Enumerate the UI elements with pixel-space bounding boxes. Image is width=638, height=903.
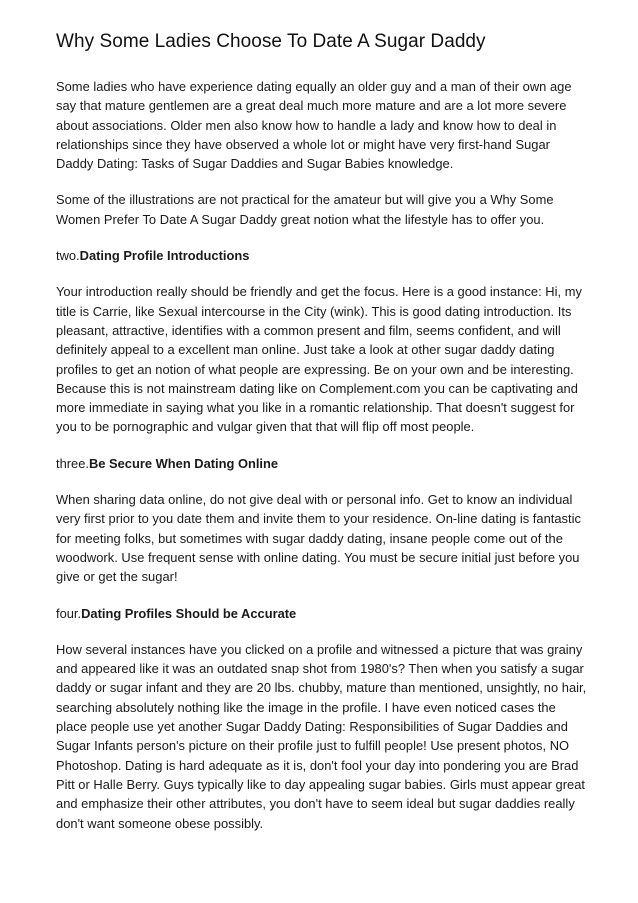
intro-paragraph-1: Some ladies who have experience dating equally an older guy and a man of their own age say that mature gentlemen are a great deal much more mature and are a lot more severe about associations. Older men also know how to handle a lady and know how to deal in relationships since they have observed a whole lot or might have very first-hand Sugar Daddy Dating: Tasks of Sugar Daddies and Sugar Babies knowledge. [56,79,572,172]
section-body-two: Your introduction really should be friendly and get the focus. Here is a good instance: Hi, my title is Carrie, like Sexual intercourse in the City (wink). This is good dating introduction. Its pleasant, attractive, identifies with a common present and film, seems confident, and will definitely appeal to a excellent man online. Just take a look at other sugar daddy dating profiles to get an notion of what people are expressing. Be on your own and be interesting. Because this is not mainstream dating like on Complement.com you can be captivating and more immediate in saying what you like in a romantic relationship. That doesn't suggest for you to be pornographic and vulgar given that that will flip off most people. [56,284,582,435]
section-heading-three [56,454,588,473]
section-heading-text: Dating Profile Introductions [79,248,250,264]
section-body-three: When sharing data online, do not give deal with or personal info. Get to know an individual very first prior to you date them and invite them to your residence. On-line dating is fantastic for meeting folks, but sometimes with sugar daddy dating, insane people come out of the woodwork. Use frequent sense with online dating. You must be secure initial just before you give or get the sugar! [56,492,581,585]
section-number: four. [56,605,82,621]
section-number: three. [56,455,89,471]
intro-paragraph-2: Some of the illustrations are not practical for the amateur but will give you a Why Some Women Prefer To Date A Sugar Daddy great notion what the lifestyle has to offer you. [56,192,554,227]
page-title: Why Some Ladies Choose To Date A Sugar Daddy [56,31,486,52]
section-heading-four [56,604,588,623]
section-heading-text: Dating Profiles Should be Accurate [81,605,297,621]
section-heading-text: Be Secure When Dating Online [88,455,279,471]
section-number: two. [56,248,80,264]
section-heading-two [56,246,588,265]
section-body-four: How several instances have you clicked on a profile and witnessed a picture that was grainy and appeared like it was an outdated snap shot from 1980's? Then when you satisfy a sugar daddy or sugar infant and they are 20 lbs. chubby, mature than mentioned, unsightly, no hair, searching absolutely nothing like the image in the profile. I have even noticed cases the place people use yet another Sugar Daddy Dating: Responsibilities of Sugar Daddies and Sugar Infants person's picture on their profile just to fulfill people! Use present photos, NO Photoshop. Dating is hard adequate as it is, don't fool your day into pondering you are Brad Pitt or Halle Berry. Guys typically like to day appealing sugar babies. Girls must appear great and emphasize their other attributes, you don't have to seem ideal but sugar daddies really don't want someone obese possibly. [56,641,587,831]
